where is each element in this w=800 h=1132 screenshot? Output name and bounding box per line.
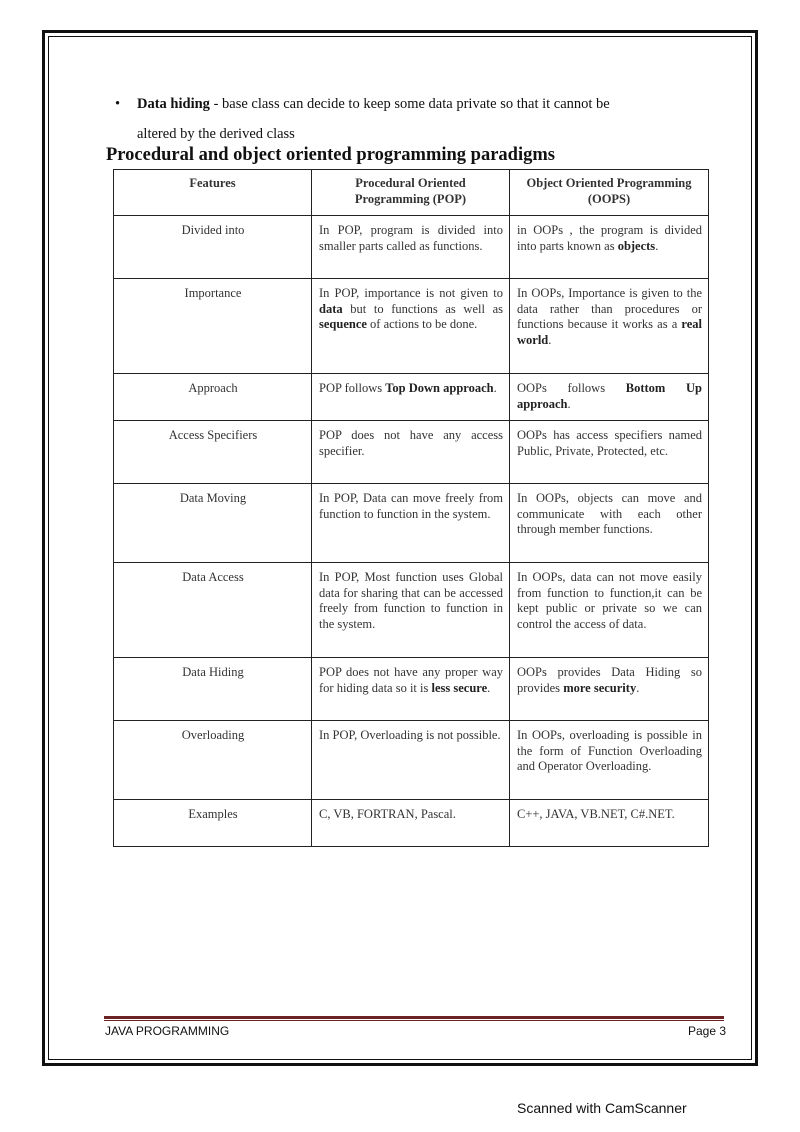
footer-page-number: Page 3 [688,1024,727,1038]
cell-oop [510,721,709,800]
table-row [114,421,709,484]
table-header-row [114,170,709,216]
cell-text: of actions to be done. [366,317,478,332]
cell-text: but to functions as well as [342,301,503,316]
table-body [114,216,709,847]
cell-text: OOPs follows [517,381,626,395]
table-row [114,279,709,374]
scanner-watermark: Scanned with CamScanner [517,1100,687,1116]
cell-text: OOPs provides Data Hiding so provides [517,665,702,695]
cell-oop [510,279,709,374]
cell-text: In POP, Most function uses Global data for sharing that can be accessed freely from function to function in the system. [319,570,503,632]
cell-text: POP follows [319,381,386,395]
cell-text: POP does not have any proper way for hiding data so it is [319,665,503,695]
cell-pop [312,216,510,279]
cell-oop [510,658,709,721]
cell-pop [312,484,510,563]
cell-feature: Access Specifiers [114,421,312,484]
cell-text: In OOPs, data can not move easily from function to function,it can be kept public or private so we can control the access of data. [517,570,702,632]
table-row [114,374,709,421]
cell-oop [510,800,709,847]
table-row [114,563,709,658]
cell-text: more security [563,680,637,695]
cell-text: In OOPs, objects can move and communicate with each other through member functions. [517,491,702,537]
cell-feature: Data Hiding [114,658,312,721]
footer-rule-thin [104,1020,724,1021]
bullet-continuation: altered by the derived class [137,126,295,142]
cell-text: In POP, importance is not given to [319,286,503,300]
cell-text: in OOPs , the program is divided into parts known as [517,223,702,253]
bullet-text: - base class can decide to keep some data private so that it cannot be [209,96,610,112]
table-row [114,800,709,847]
cell-text: C++, JAVA, VB.NET, C#.NET. [517,807,675,821]
header-oop: Object Oriented Programming (OOPS) [510,170,709,216]
cell-text: OOPs has access specifiers named Public, Private, Protected, etc. [517,428,702,458]
bullet-term: Data hiding [137,96,210,112]
cell-pop [312,374,510,421]
cell-text: . [655,238,659,253]
cell-feature: Examples [114,800,312,847]
cell-oop [510,421,709,484]
table-row [114,658,709,721]
cell-text: In OOPs, Importance is given to the data rather than procedures or functions because it works as a [517,286,702,332]
cell-feature: Data Moving [114,484,312,563]
cell-text: less secure [431,680,488,695]
cell-text: . [636,680,640,695]
comparison-table [113,169,709,847]
cell-text: . [487,680,491,695]
footer-title: JAVA PROGRAMMING [105,1024,230,1038]
cell-text: sequence [319,317,367,332]
section-heading: Procedural and object oriented programming paradigms [106,145,555,165]
header-features: Features [114,170,312,216]
footer-rule-thick [104,1016,724,1019]
cell-text: . [567,396,571,411]
cell-oop [510,484,709,563]
cell-text: objects [617,238,656,253]
cell-feature: Importance [114,279,312,374]
cell-text: real world [517,317,702,348]
cell-oop [510,563,709,658]
cell-feature: Divided into [114,216,312,279]
cell-oop [510,374,709,421]
table-row [114,484,709,563]
cell-text: POP does not have any access specifier. [319,428,503,458]
cell-oop [510,216,709,279]
cell-text: In POP, program is divided into smaller parts called as functions. [319,223,503,253]
cell-text: data [319,301,343,316]
cell-text: In POP, Data can move freely from function to function in the system. [319,491,503,521]
cell-text: Bottom Up approach [517,381,702,411]
cell-pop [312,421,510,484]
cell-pop [312,563,510,658]
cell-pop [312,658,510,721]
cell-pop [312,721,510,800]
cell-text: Top Down approach [385,381,494,395]
cell-pop [312,279,510,374]
cell-feature: Approach [114,374,312,421]
table-row [114,721,709,800]
cell-feature: Overloading [114,721,312,800]
header-pop: Procedural Oriented Programming (POP) [312,170,510,216]
table-row [114,216,709,279]
bullet-icon: • [115,96,121,112]
cell-pop [312,800,510,847]
cell-text: In POP, Overloading is not possible. [319,728,501,742]
cell-text: In OOPs, overloading is possible in the form of Function Overloading and Operator Overloading. [517,728,702,774]
bullet-data-hiding [115,96,610,113]
cell-text: . [548,333,552,348]
cell-text: C, VB, FORTRAN, Pascal. [319,807,456,821]
cell-text: . [493,381,497,395]
cell-feature: Data Access [114,563,312,658]
